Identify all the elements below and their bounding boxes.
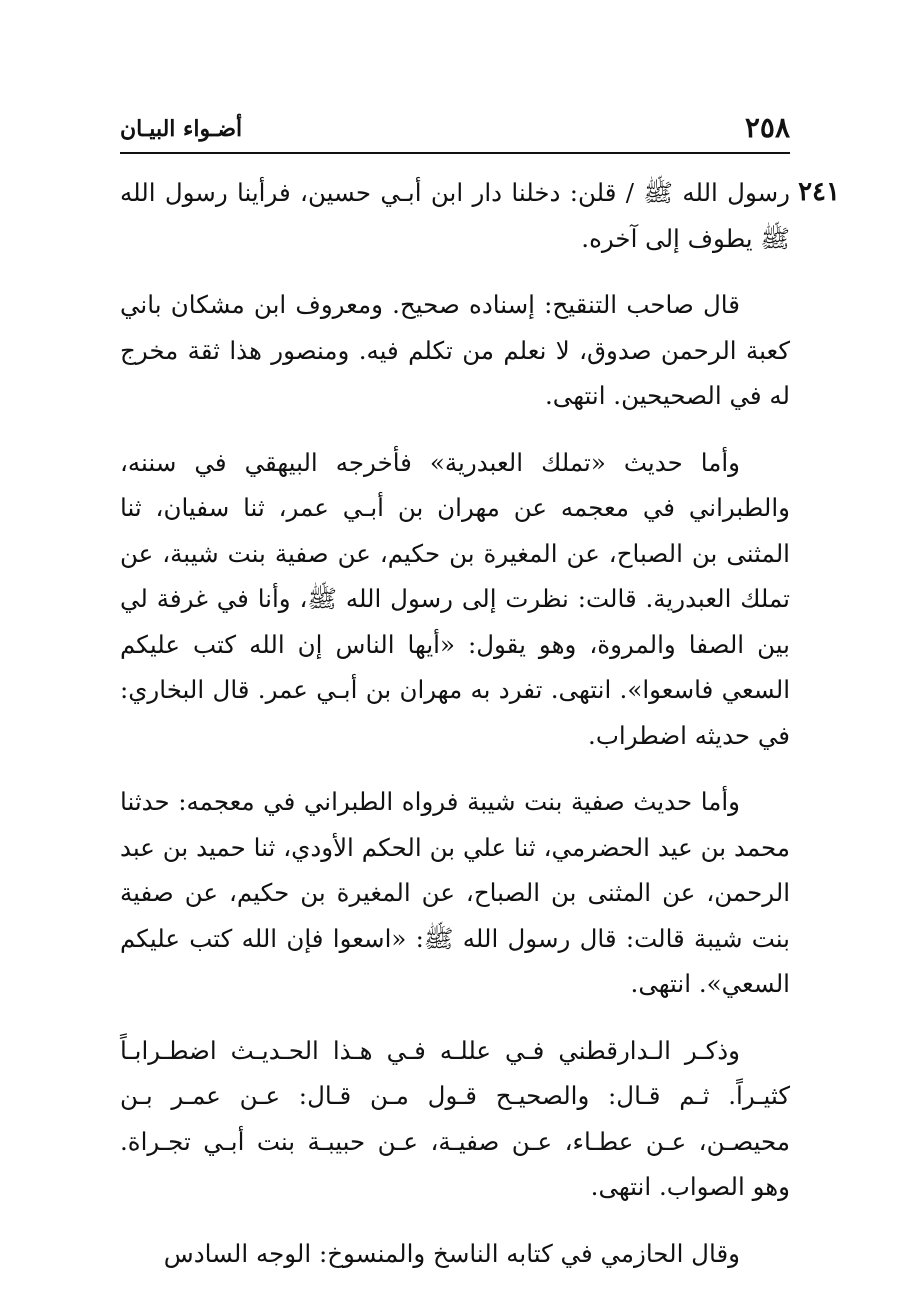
page-body [120,170,840,1297]
paragraph-continued [120,170,840,261]
paragraph: وقال الحازمي في كتابه الناسخ والمنسوخ: الوجه السادس [163,1238,740,1268]
paragraph: وذكـر الـدارقطني فـي عللـه فـي هـذا الحـديـث اضطـرابـاً كثيـراً. ثـم قـال: والصحيـح قـول مـن قـال: عـن عمـر بـن محيصـن، عـن عطـاء، عـن صفيـة، عـن حبيبـة بنت أبـي تجـراة. وهو الصواب. انتهى. [120,1035,790,1201]
page-header [120,108,790,154]
margin-number: ٢٤١ [798,177,840,207]
paragraph-text: رسول الله ﷺ / قلن: دخلنا دار ابن أبـي حسين، فرأينا رسول الله ﷺ يطوف إلى آخره. [120,178,790,253]
paragraph: وأما حديث «تملك العبدرية» فأخرجه البيهقي في سننه، والطبراني في معجمه عن مهران بن أبـي عمر، ثنا سفيان، ثنا المثنى بن الصباح، عن المغيرة بن حكيم، عن صفية بنت شيبة، عن تملك العبدرية. قالت: نظرت إلى رسول الله ﷺ، وأنا في غرفة لي بين الصفا والمروة، وهو يقول: «أيها الناس إن الله كتب عليكم السعي فاسعوا». انتهى. تفرد به مهران بن أبـي عمر. قال البخاري: في حديثه اضطراب. [120,447,790,750]
running-title: أضـواء البيـان [120,116,243,142]
paragraph: قال صاحب التنقيح: إسناده صحيح. ومعروف ابن مشكان باني كعبة الرحمن صدوق، لا نعلم من تكلم فيه. ومنصور هذا ثقة مخرج له في الصحيحين. انتهى. [120,290,790,410]
paragraph: وأما حديث صفية بنت شيبة فرواه الطبراني في معجمه: حدثنا محمد بن عيد الحضرمي، ثنا علي بن الحكم الأودي، ثنا حميد بن عبد الرحمن، عن المثنى بن الصباح، عن المغيرة بن حكيم، عن صفية بنت شيبة قالت: قال رسول الله ﷺ: «اسعوا فإن الله كتب عليكم السعي». انتهى. [120,787,790,998]
page-number: ٢٥٨ [744,111,790,144]
